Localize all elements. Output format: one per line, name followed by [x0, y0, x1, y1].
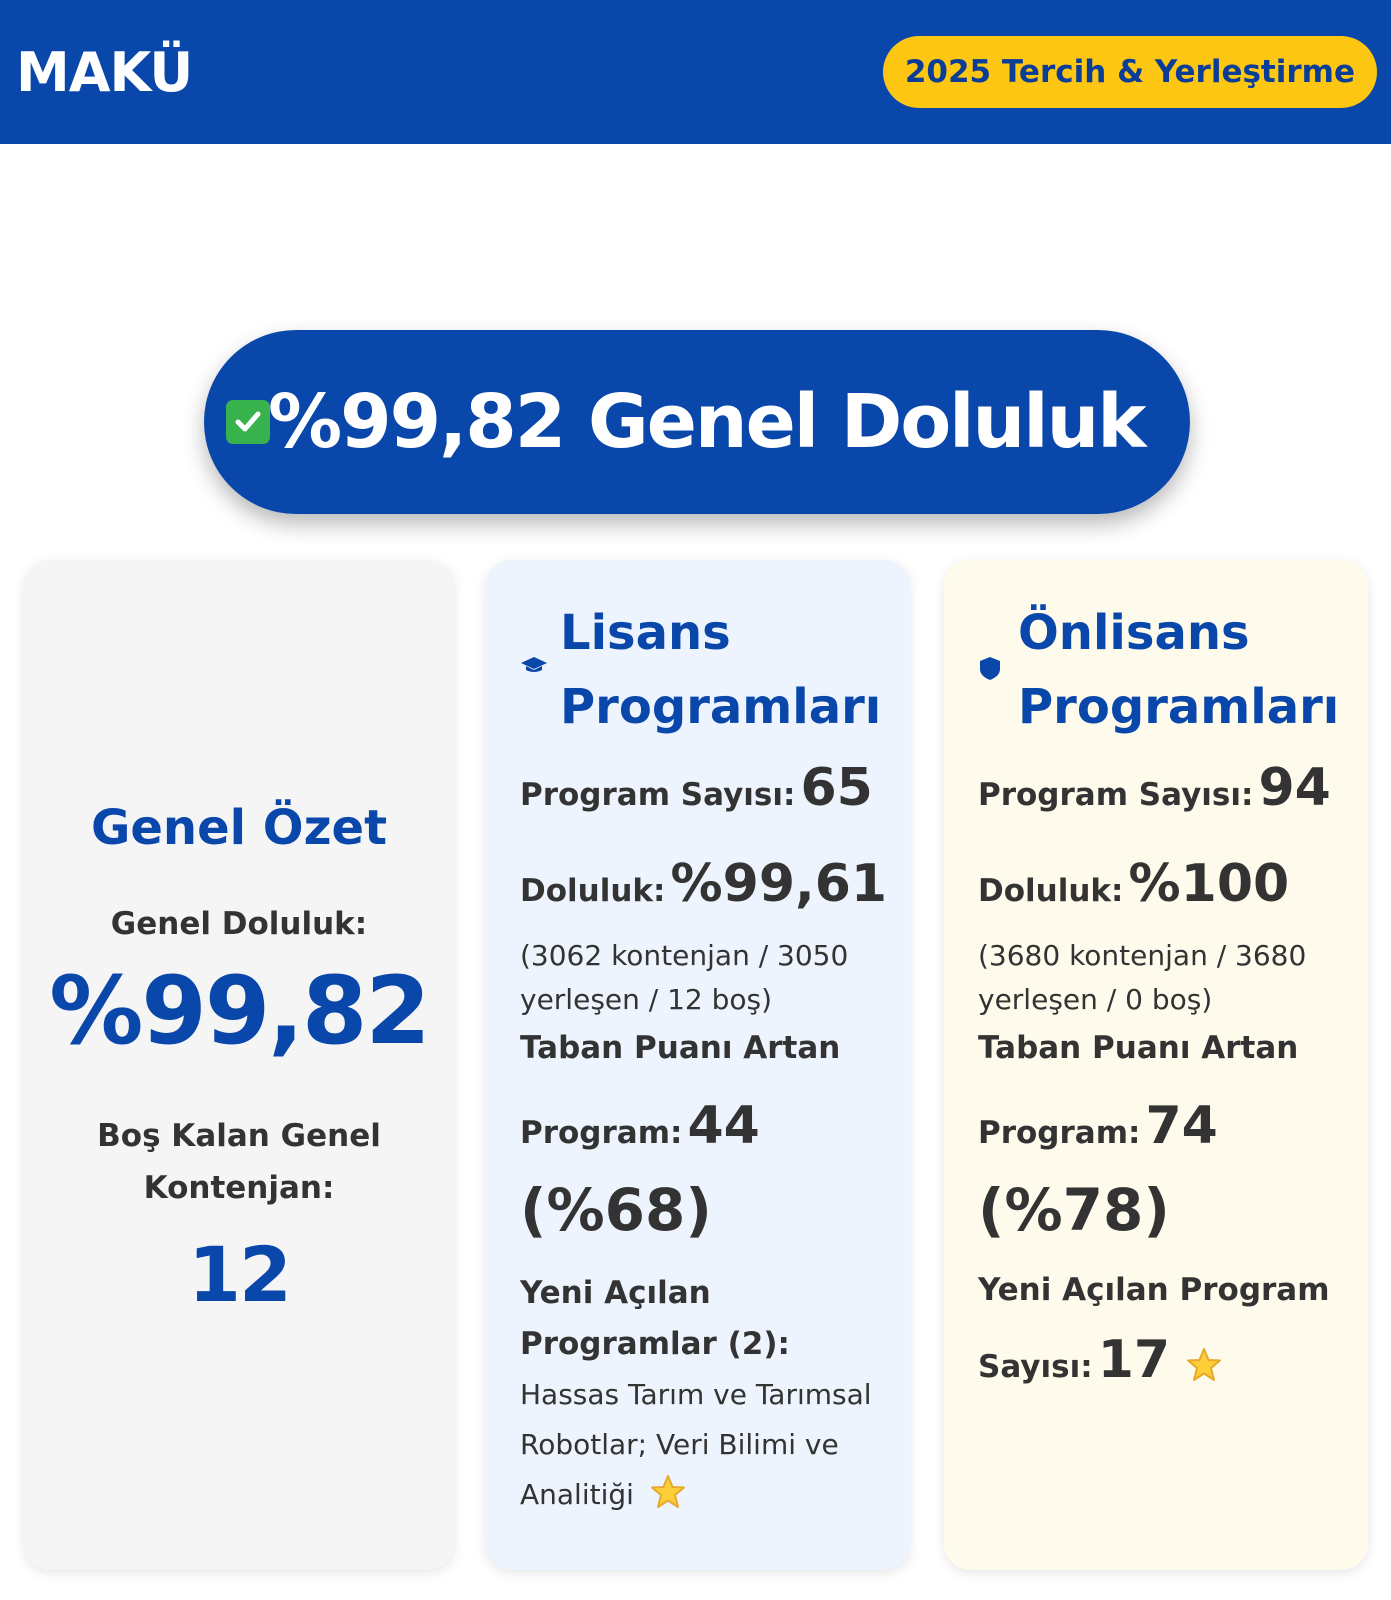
onlisans-new-count-row	[978, 1330, 1350, 1390]
lisans-occupancy-value: %99,61	[670, 854, 888, 914]
lisans-title-line1: Lisans	[560, 605, 731, 661]
onlisans-title-line2: Programları	[1018, 679, 1340, 735]
onlisans-new-label: Yeni Açılan Program	[978, 1272, 1330, 1308]
lisans-occupancy-detail: (3062 kontenjan / 3050 yerleşen / 12 boş)	[520, 939, 849, 1016]
lisans-program-count-value: 65	[800, 758, 873, 818]
lisans-increase-label-2: Program:	[520, 1115, 683, 1151]
star-icon	[1185, 1347, 1223, 1387]
lisans-increase-percent: (%68)	[520, 1176, 712, 1244]
check-mark-icon	[226, 400, 270, 444]
lisans-increase	[520, 1096, 892, 1156]
lisans-new-list: Hassas Tarım ve Tarımsal Robotlar; Veri Bilimi ve Analitiği	[520, 1378, 872, 1511]
onlisans-program-count-label: Program Sayısı:	[978, 777, 1254, 813]
brand-logo: MAKÜ	[16, 40, 193, 104]
summary-card	[24, 560, 454, 1570]
onlisans-new-count: 17	[1097, 1330, 1171, 1390]
onlisans-increase	[978, 1096, 1350, 1156]
onlisans-occupancy-detail: (3680 kontenjan / 3680 yerleşen / 0 boş)	[978, 939, 1307, 1016]
lisans-title-line2: Programları	[560, 679, 882, 735]
lisans-occupancy	[520, 854, 892, 914]
shield-icon	[978, 655, 1002, 685]
lisans-increase-count: 44	[687, 1096, 760, 1156]
onlisans-occupancy	[978, 854, 1350, 914]
lisans-new-programs	[520, 1270, 892, 1528]
onlisans-occupancy-value: %100	[1128, 854, 1290, 914]
lisans-title	[560, 596, 881, 744]
onlisans-card	[944, 560, 1368, 1570]
onlisans-increase-label-2: Program:	[978, 1115, 1141, 1151]
star-icon	[649, 1474, 687, 1528]
summary-empty-label: Boş Kalan Genel Kontenjan:	[97, 1118, 381, 1206]
onlisans-occupancy-label: Doluluk:	[978, 873, 1124, 909]
onlisans-increase-percent: (%78)	[978, 1176, 1170, 1244]
onlisans-title-line1: Önlisans	[1018, 605, 1250, 661]
hero-title: %99,82 Genel Doluluk	[268, 379, 1145, 465]
lisans-increase-label: Taban Puanı Artan	[520, 1030, 841, 1066]
onlisans-program-count	[978, 758, 1350, 818]
summary-occupancy-value: %99,82	[49, 957, 429, 1066]
onlisans-new-label-2: Sayısı:	[978, 1349, 1093, 1385]
onlisans-program-count-value: 94	[1258, 758, 1331, 818]
lisans-card	[486, 560, 910, 1570]
lisans-program-count	[520, 758, 892, 818]
year-badge: 2025 Tercih & Yerleştirme	[883, 36, 1377, 108]
summary-empty-value: 12	[188, 1230, 290, 1319]
graduation-cap-icon	[520, 655, 548, 679]
lisans-program-count-label: Program Sayısı:	[520, 777, 796, 813]
onlisans-title	[1018, 596, 1339, 744]
summary-occupancy-label: Genel Doluluk:	[110, 906, 368, 942]
summary-title: Genel Özet	[90, 800, 388, 856]
top-bar	[0, 0, 1391, 144]
lisans-occupancy-label: Doluluk:	[520, 873, 666, 909]
lisans-new-label: Yeni Açılan Programlar (2):	[520, 1275, 790, 1362]
hero-banner	[204, 330, 1190, 514]
onlisans-increase-label: Taban Puanı Artan	[978, 1030, 1299, 1066]
onlisans-increase-count: 74	[1145, 1096, 1218, 1156]
